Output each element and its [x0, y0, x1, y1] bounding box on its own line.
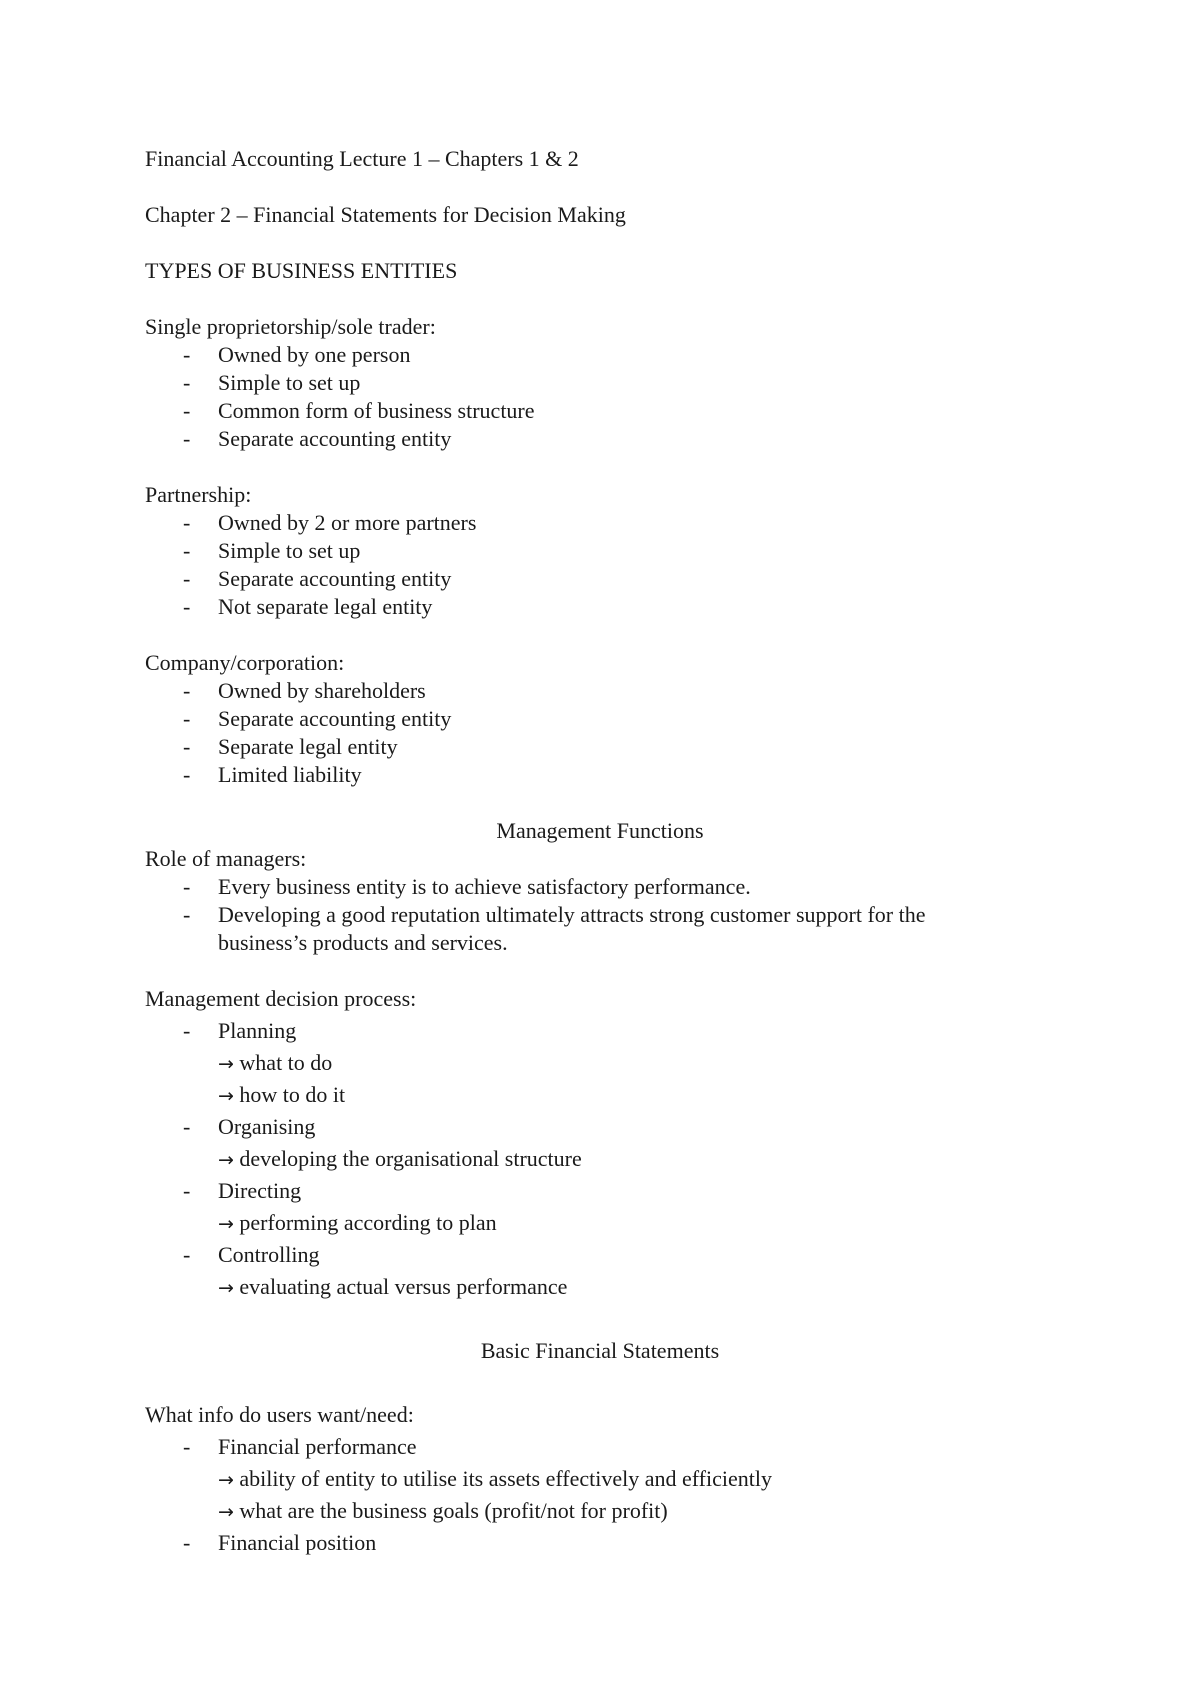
bullet-dash: - — [183, 678, 191, 703]
bullet-dash: - — [183, 874, 191, 899]
right-arrow-icon: → — [218, 1149, 234, 1171]
process-label: Management decision process: — [145, 986, 417, 1011]
right-arrow-icon: → — [218, 1085, 234, 1107]
bullet-dash: - — [183, 734, 191, 759]
sub-item: → developing the organisational structure — [218, 1146, 582, 1171]
list-item: Separate accounting entity — [218, 706, 452, 731]
right-arrow-icon: → — [218, 1469, 234, 1491]
bullet-dash: - — [183, 510, 191, 535]
list-item: Separate legal entity — [218, 734, 398, 759]
section-heading-business-entities: TYPES OF BUSINESS ENTITIES — [145, 258, 458, 283]
sub-item: → how to do it — [218, 1082, 346, 1107]
list-item: Separate accounting entity — [218, 426, 452, 451]
bullet-dash: - — [183, 1434, 191, 1459]
document-title: Financial Accounting Lecture 1 – Chapters 1 & 2 — [145, 146, 579, 171]
group-label-sole-trader: Single proprietorship/sole trader: — [145, 314, 436, 339]
group-label-company: Company/corporation: — [145, 650, 345, 675]
right-arrow-icon: → — [218, 1053, 234, 1075]
list-item: Owned by shareholders — [218, 678, 426, 703]
list-item: Not separate legal entity — [218, 594, 433, 619]
sub-item: → performing according to plan — [218, 1210, 497, 1235]
list-item: Simple to set up — [218, 538, 361, 563]
right-arrow-icon: → — [218, 1277, 234, 1299]
process-item-organising: Organising — [218, 1114, 316, 1139]
process-item-directing: Directing — [218, 1178, 302, 1203]
bullet-dash: - — [183, 762, 191, 787]
sub-item: → evaluating actual versus performance — [218, 1274, 568, 1299]
bullet-dash: - — [183, 342, 191, 367]
bullet-dash: - — [183, 370, 191, 395]
list-item: Separate accounting entity — [218, 566, 452, 591]
list-item-financial-performance: Financial performance — [218, 1434, 417, 1459]
sub-item: → what are the business goals (profit/not for profit) — [218, 1498, 668, 1523]
right-arrow-icon: → — [218, 1213, 234, 1235]
bullet-dash: - — [183, 426, 191, 451]
bullet-dash: - — [183, 1530, 191, 1555]
right-arrow-icon: → — [218, 1501, 234, 1523]
list-item: Limited liability — [218, 762, 362, 787]
bullet-dash: - — [183, 398, 191, 423]
users-label: What info do users want/need: — [145, 1402, 414, 1427]
bullet-dash: - — [183, 594, 191, 619]
list-item-financial-position: Financial position — [218, 1530, 377, 1555]
bullet-dash: - — [183, 566, 191, 591]
list-item: Simple to set up — [218, 370, 361, 395]
process-item-planning: Planning — [218, 1018, 297, 1043]
list-item-continuation: business’s products and services. — [218, 930, 508, 955]
section-heading-basic-financial-statements: Basic Financial Statements — [480, 1338, 720, 1363]
bullet-dash: - — [183, 1178, 191, 1203]
bullet-dash: - — [183, 706, 191, 731]
sub-item: → ability of entity to utilise its assets effectively and efficiently — [218, 1466, 772, 1491]
list-item: Developing a good reputation ultimately attracts strong customer support for the — [218, 902, 926, 927]
list-item: Common form of business structure — [218, 398, 535, 423]
group-label-partnership: Partnership: — [145, 482, 252, 507]
bullet-dash: - — [183, 1018, 191, 1043]
list-item: Owned by 2 or more partners — [218, 510, 477, 535]
sub-item: → what to do — [218, 1050, 333, 1075]
bullet-dash: - — [183, 538, 191, 563]
process-item-controlling: Controlling — [218, 1242, 320, 1267]
role-label: Role of managers: — [145, 846, 307, 871]
list-item: Every business entity is to achieve satisfactory performance. — [218, 874, 751, 899]
bullet-dash: - — [183, 1114, 191, 1139]
list-item: Owned by one person — [218, 342, 411, 367]
chapter-title: Chapter 2 – Financial Statements for Decision Making — [145, 202, 626, 227]
section-heading-management-functions: Management Functions — [496, 818, 704, 843]
bullet-dash: - — [183, 1242, 191, 1267]
bullet-dash: - — [183, 902, 191, 927]
